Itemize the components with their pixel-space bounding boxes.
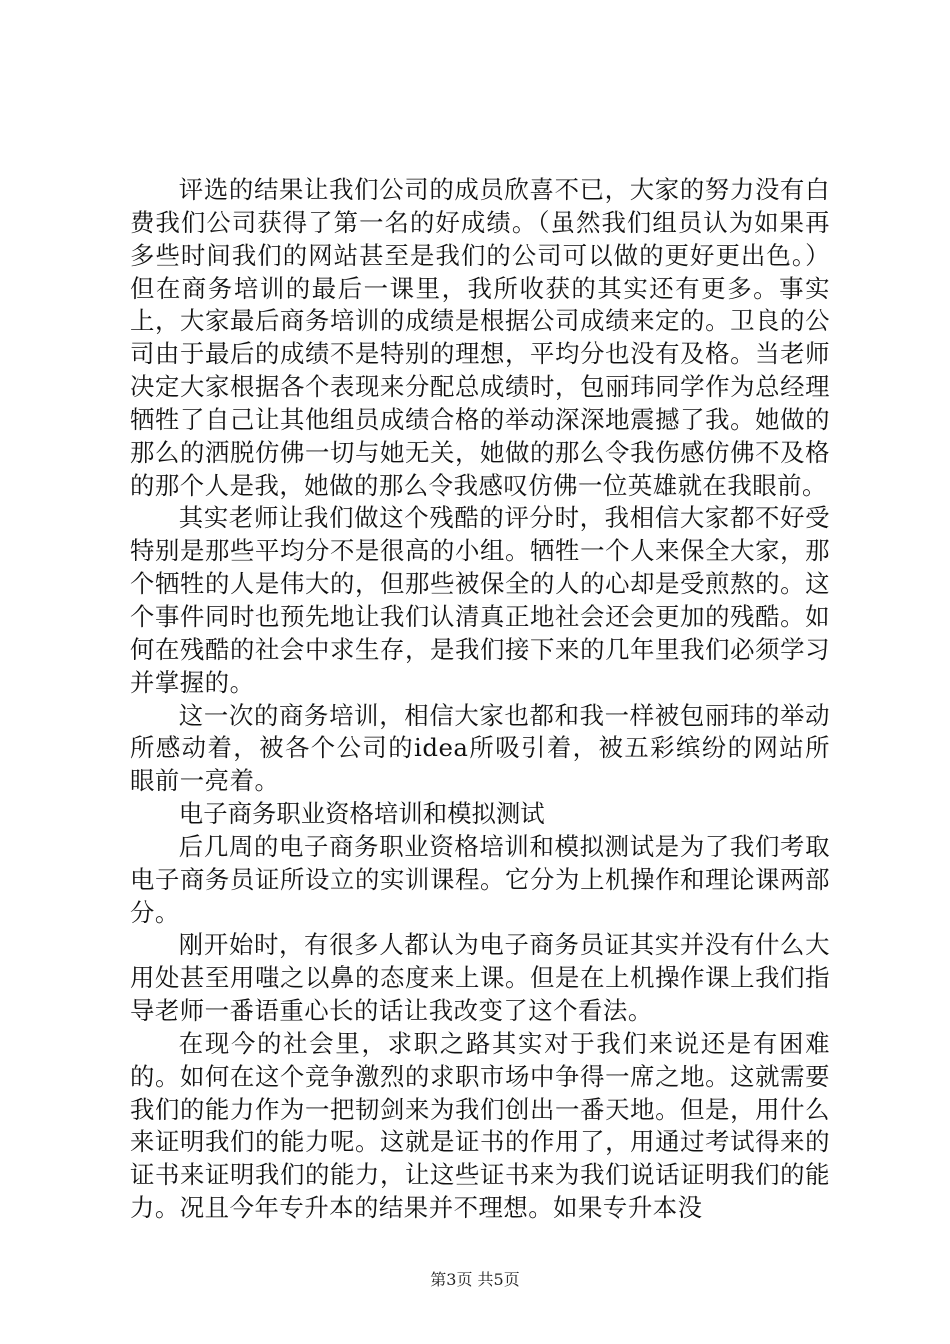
paragraph-certification-course: 后几周的电子商务职业资格培训和模拟测试是为了我们考取电子商务员证所设立的实训课程。它分为上机操作和理论课两部分。 [130, 831, 830, 927]
paragraph-training-reflection: 这一次的商务培训，相信大家也都和我一样被包丽玮的举动所感动着，被各个公司的idea所吸引着，被五彩缤纷的网站所眼前一亮着。 [130, 700, 830, 796]
paragraph-cruel-grading: 其实老师让我们做这个残酷的评分时，我相信大家都不好受特别是那些平均分不是很高的小组。牺牲一个人来保全大家，那个牺牲的人是伟大的，但那些被保全的人的心却是受煎熬的。这个事件同时也预先地让我们认清真正地社会还会更加的残酷。如何在残酷的社会中求生存，是我们接下来的几年里我们必须学习并掌握的。 [130, 503, 830, 697]
paragraph-initial-attitude: 刚开始时，有很多人都认为电子商务员证其实并没有什么大用处甚至用嗤之以鼻的态度来上课。但是在上机操作课上我们指导老师一番语重心长的话让我改变了这个看法。 [130, 930, 830, 1026]
section-heading: 电子商务职业资格培训和模拟测试 [178, 799, 545, 829]
page-number-footer: 第3页 共5页 [430, 1270, 520, 1289]
document-body [130, 174, 830, 1225]
paragraph-company-result: 评选的结果让我们公司的成员欣喜不已，大家的努力没有白费我们公司获得了第一名的好成绩。（虽然我们组员认为如果再多些时间我们的网站甚至是我们的公司可以做的更好更出色。）但在商务培训的最后一课里，我所收获的其实还有更多。事实上，大家最后商务培训的成绩是根据公司成绩来定的。卫良的公司由于最后的成绩不是特别的理想，平均分也没有及格。当老师决定大家根据各个表现来分配总成绩时，包丽玮同学作为总经理牺牲了自己让其他组员成绩合格的举动深深地震撼了我。她做的那么的洒脱仿佛一切与她无关，她做的那么令我伤感仿佛不及格的那个人是我，她做的那么令我感叹仿佛一位英雄就在我眼前。 [130, 175, 830, 500]
paragraph-job-market: 在现今的社会里，求职之路其实对于我们来说还是有困难的。如何在这个竞争激烈的求职市场中争得一席之地。这就需要我们的能力作为一把韧剑来为我们创出一番天地。但是，用什么来证明我们的能力呢。这就是证书的作用了，用通过考试得来的证书来证明我们的能力，让这些证书来为我们说话证明我们的能力。况且今年专升本的结果并不理想。如果专升本没 [130, 1028, 830, 1223]
